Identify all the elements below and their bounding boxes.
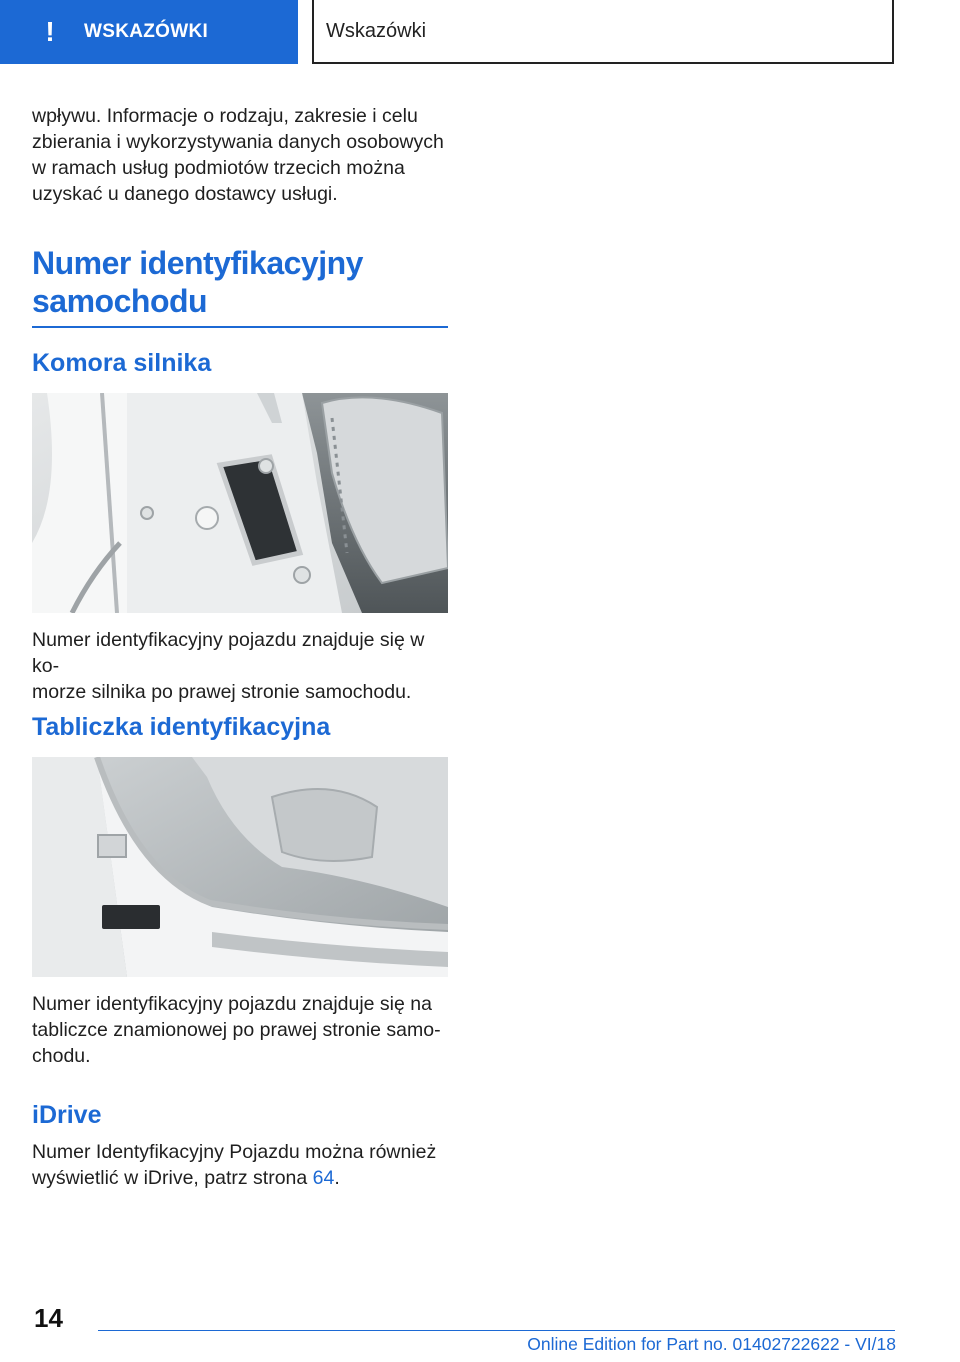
idrive-line: Numer Identyfikacyjny Pojazdu można również bbox=[32, 1141, 437, 1163]
door-sill-illustration bbox=[32, 757, 448, 977]
page-number: 14 bbox=[34, 1303, 63, 1333]
caption-line: Numer identyfikacyjny pojazdu znajduje się w ko- bbox=[32, 629, 425, 677]
caption-line: morze silnika po prawej stronie samochodu. bbox=[32, 681, 412, 703]
intro-line: zbierania i wykorzystywania danych osobowych bbox=[32, 131, 444, 153]
idrive-heading: iDrive bbox=[32, 1101, 102, 1129]
idrive-line bbox=[32, 1165, 448, 1191]
idrive-text-end: . bbox=[334, 1167, 340, 1189]
intro-paragraph bbox=[32, 103, 448, 207]
intro-line: wpływu. Informacje o rodzaju, zakresie i celu bbox=[32, 105, 418, 127]
section-header-title: Wskazówki bbox=[326, 19, 427, 42]
intro-line: w ramach usług podmiotów trzecich można bbox=[32, 157, 405, 179]
footer-divider bbox=[98, 1330, 895, 1331]
caption-line: tabliczce znamionowej po prawej stronie samo- bbox=[32, 1019, 441, 1041]
exclamation-icon: ! bbox=[45, 16, 55, 47]
chapter-badge bbox=[0, 0, 298, 64]
section-title-line: samochodu bbox=[32, 283, 208, 319]
idrive-paragraph bbox=[32, 1139, 448, 1191]
caption-line: chodu. bbox=[32, 1045, 91, 1067]
page-reference-link[interactable]: 64 bbox=[312, 1167, 335, 1189]
plate-photo bbox=[32, 757, 448, 977]
plate-heading: Tabliczka identyfikacyjna bbox=[32, 713, 331, 741]
vin-section bbox=[32, 244, 448, 328]
engine-bay-photo bbox=[32, 393, 448, 613]
section-divider bbox=[32, 326, 448, 328]
engine-bay-illustration bbox=[32, 393, 448, 613]
edition-info: Online Edition for Part no. 01402722622 - VI/18 bbox=[527, 1334, 896, 1354]
intro-line: uzyskać u danego dostawcy usługi. bbox=[32, 183, 338, 205]
engine-bay-caption bbox=[32, 627, 448, 705]
section-header bbox=[312, 0, 894, 64]
section-title-line: Numer identyfikacyjny bbox=[32, 245, 363, 281]
idrive-text: wyświetlić w iDrive, patrz strona bbox=[32, 1167, 313, 1189]
chapter-label: WSKAZÓWKI bbox=[84, 21, 209, 42]
plate-caption bbox=[32, 991, 448, 1069]
caption-line: Numer identyfikacyjny pojazdu znajduje się na bbox=[32, 993, 432, 1015]
engine-bay-heading: Komora silnika bbox=[32, 349, 212, 377]
